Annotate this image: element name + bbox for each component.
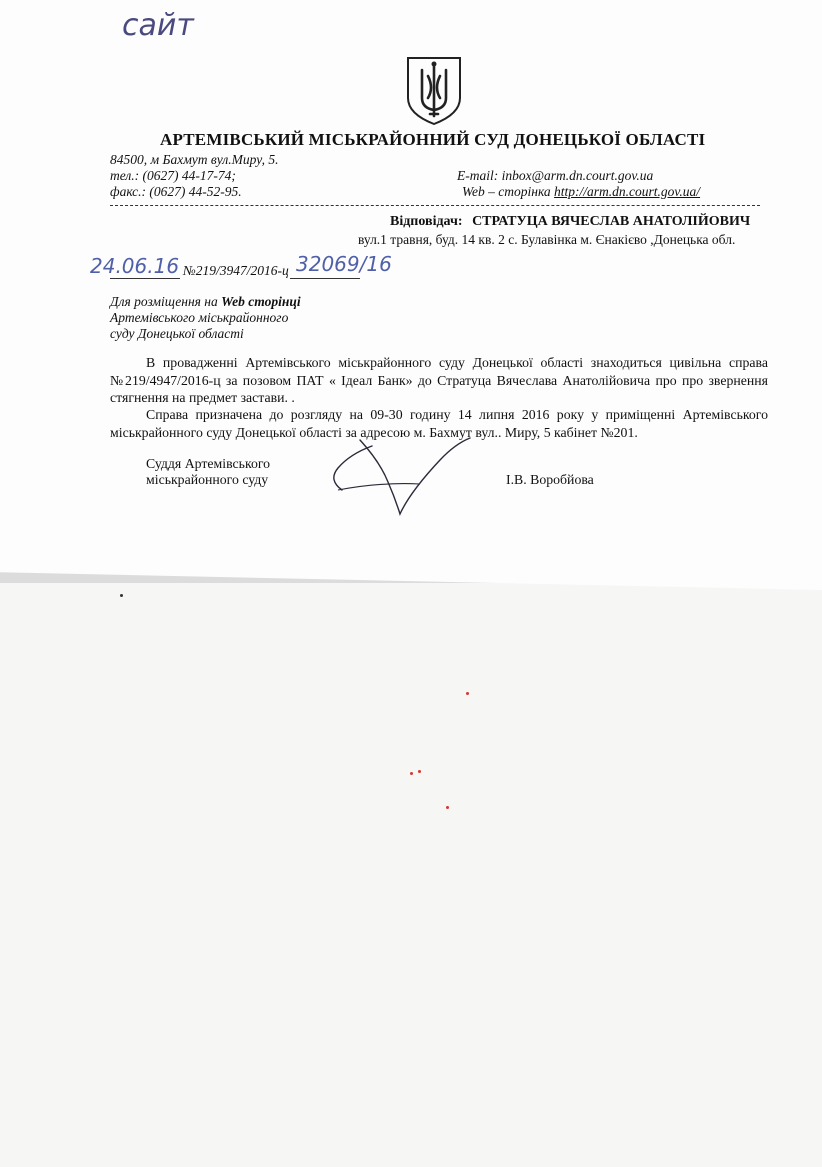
email-link[interactable]: inbox@arm.dn.court.gov.ua [501,168,654,183]
court-email [457,168,653,184]
respondent-line [390,214,750,230]
red-stain-mark [418,770,421,773]
body-p2-text: Справа призначена до розгляду на 09-30 годину 14 липня 2016 року у приміщенні Артемівського міськрайонного суду Донецької області за адресою м. Бахмут вул.. Миру, 5 кабінет №201. [110,407,768,440]
red-stain-mark [466,692,469,695]
recipient-post: сторінці [244,294,301,309]
recipient-line-3: суду Донецької області [110,326,244,341]
red-stain-mark [410,772,413,775]
respondent-name: СТРАТУЦА ВЯЧЕСЛАВ АНАТОЛІЙОВИЧ [472,214,751,229]
handwritten-signature [320,432,480,527]
red-stain-mark [446,806,449,809]
court-phone: тел.: (0627) 44-17-74; [110,168,236,183]
respondent-address: вул.1 травня, буд. 14 кв. 2 с. Булавінка м. Єнакієво ,Донецька обл. [358,232,736,247]
judge-title-1: Суддя Артемівського [146,456,271,471]
recipient-line-2: Артемівського міськрайонного [110,310,289,325]
header-divider [110,205,760,206]
court-web [462,184,700,200]
judge-name: І.В. Воробйова [506,472,594,487]
recipient-line-1 [110,294,301,310]
web-label: Web – сторінка [462,184,555,199]
coat-of-arms-emblem [404,54,464,131]
handwritten-note: сайт [122,8,194,43]
blank-back-page [0,583,822,1167]
web-link[interactable]: http://arm.dn.court.gov.ua/ [554,184,701,199]
underline-date [110,278,180,279]
body-p1-text: В провадженні Артемівського міськрайонного суду Донецької області знаходиться цивільна справа №219/4947/2016-ц за позовом ПАТ « Ідеал Банк» до Стратуца Вячеслава Анатолійовича про про звернення стягнення на предмет застави. . [110,355,768,405]
handwritten-date: 24.06.16 [90,254,180,278]
judge-title-2: міськрайонного суду [146,472,269,487]
handwritten-number: 32069/16 [296,252,392,276]
respondent-label: Відповідач: [390,214,463,229]
red-stain-mark [120,594,123,597]
email-label: E-mail: [457,168,502,183]
outgoing-number: №219/3947/2016-ц [183,263,289,278]
body-paragraph-1 [110,354,768,407]
recipient-pre: Для розміщення на [110,294,222,309]
recipient-web: Web [221,294,245,309]
underline-number [290,278,360,279]
court-name-heading: АРТЕМІВСЬКИЙ МІСЬКРАЙОННИЙ СУД ДОНЕЦЬКОЇ ОБЛАСТІ [160,130,706,149]
court-address: 84500, м Бахмут вул.Миру, 5. [110,152,279,167]
court-fax: факс.: (0627) 44-52-95. [110,184,242,199]
